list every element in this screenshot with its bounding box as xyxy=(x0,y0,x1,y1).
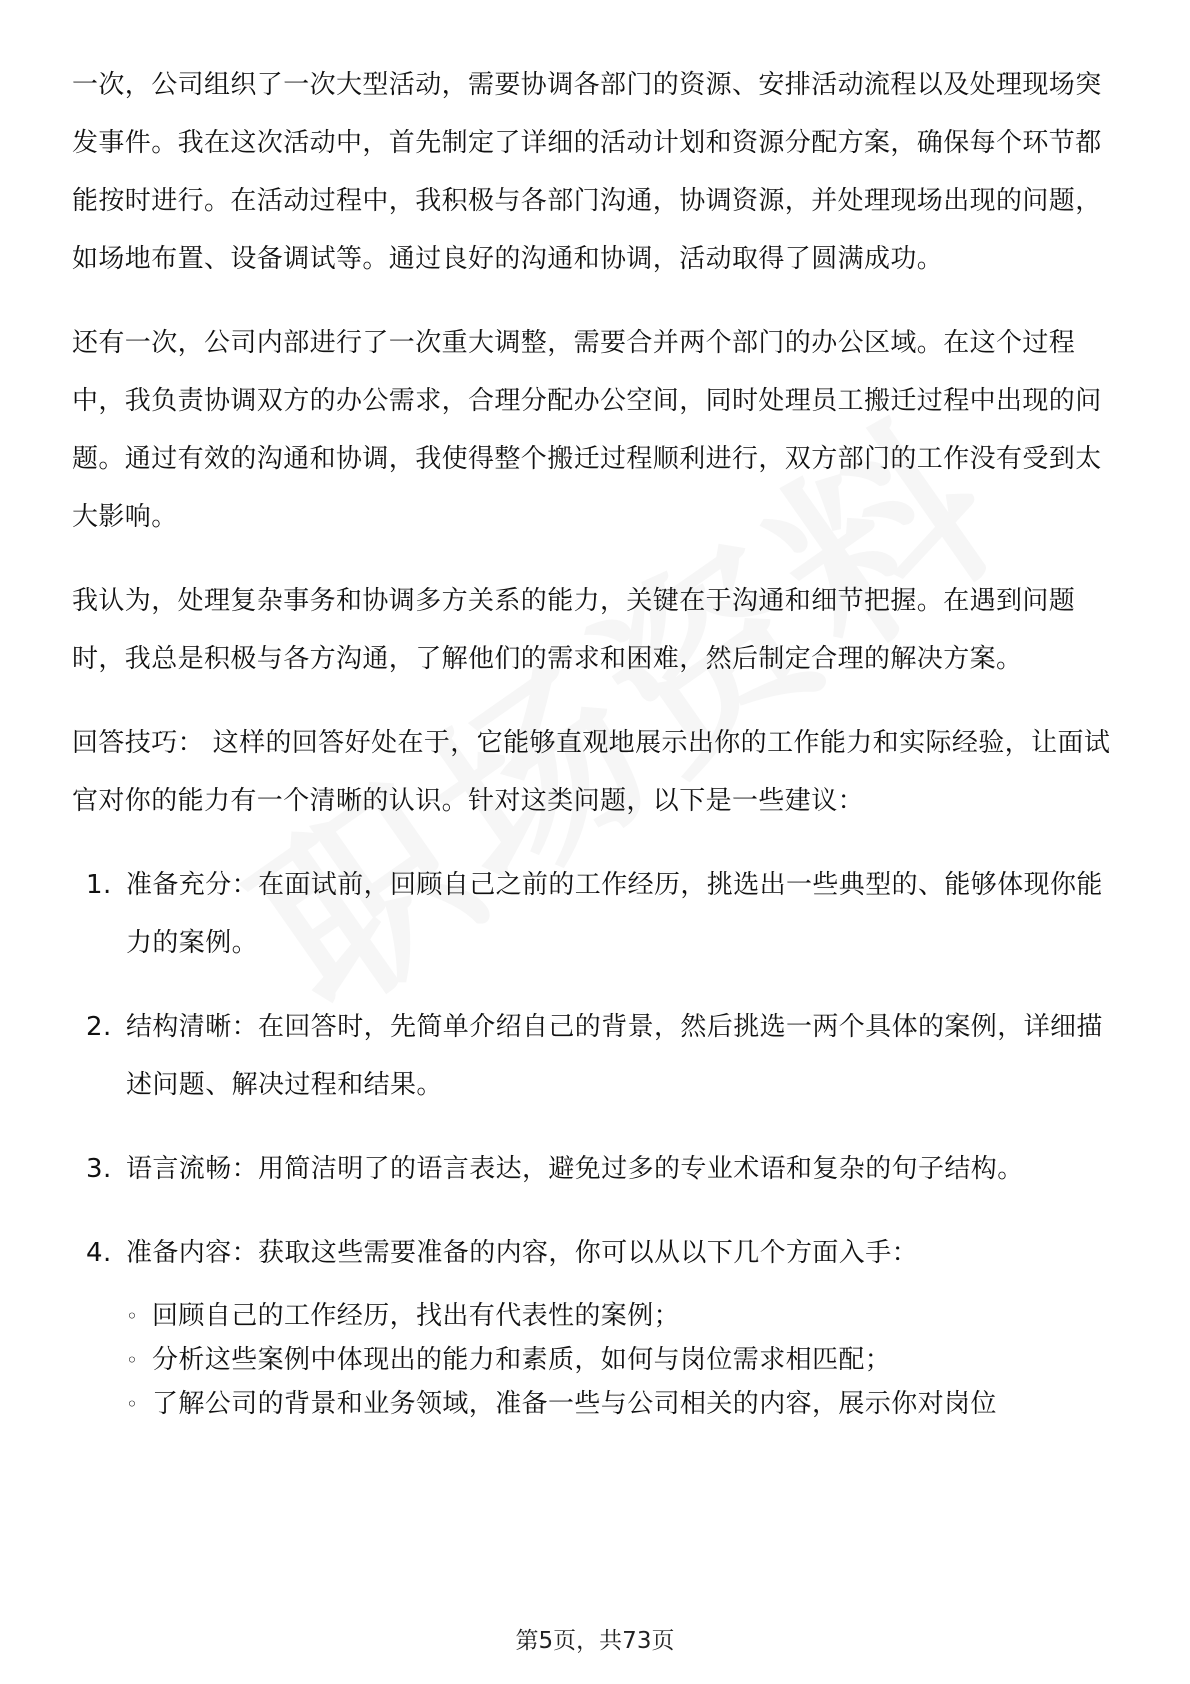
bullet-icon: ◦ xyxy=(126,1392,139,1416)
sub-list xyxy=(126,1294,1112,1426)
suggestion-list xyxy=(72,856,1112,1426)
sub-list-item-text: 回顾自己的工作经历，找出有代表性的案例； xyxy=(152,1301,681,1331)
sub-list-item xyxy=(126,1338,1112,1382)
sub-list-item xyxy=(126,1294,1112,1338)
sub-list-item-text: 了解公司的背景和业务领域，准备一些与公司相关的内容，展示你对岗位 xyxy=(152,1389,997,1419)
list-number: 4. xyxy=(86,1238,112,1268)
bullet-icon: ◦ xyxy=(126,1348,139,1372)
list-number: 1. xyxy=(86,870,112,900)
list-number: 3. xyxy=(86,1154,112,1184)
list-number: 2. xyxy=(86,1012,112,1042)
list-item xyxy=(72,1140,1112,1198)
list-item-text: 准备充分：在面试前，回顾自己之前的工作经历，挑选出一些典型的、能够体现你能力的案例。 xyxy=(126,870,1103,958)
bullet-icon: ◦ xyxy=(126,1304,139,1328)
list-item-text: 语言流畅：用简洁明了的语言表达，避免过多的专业术语和复杂的句子结构。 xyxy=(126,1154,1024,1184)
list-item xyxy=(72,998,1112,1114)
paragraph-3: 我认为，处理复杂事务和协调多方关系的能力，关键在于沟通和细节把握。在遇到问题时，我总是积极与各方沟通，了解他们的需求和困难，然后制定合理的解决方案。 xyxy=(72,586,1076,674)
paragraph-2: 还有一次，公司内部进行了一次重大调整，需要合并两个部门的办公区域。在这个过程中，我负责协调双方的办公需求，合理分配办公空间，同时处理员工搬迁过程中出现的问题。通过有效的沟通和协调，我使得整个搬迁过程顺利进行，双方部门的工作没有受到太大影响。 xyxy=(72,328,1102,532)
list-item-text: 结构清晰：在回答时，先简单介绍自己的背景，然后挑选一两个具体的案例，详细描述问题、解决过程和结果。 xyxy=(126,1012,1103,1100)
page-content xyxy=(72,56,1112,1426)
paragraph-1: 一次，公司组织了一次大型活动，需要协调各部门的资源、安排活动流程以及处理现场突发事件。我在这次活动中，首先制定了详细的活动计划和资源分配方案，确保每个环节都能按时进行。在活动过程中，我积极与各部门沟通，协调资源，并处理现场出现的问题，如场地布置、设备调试等。通过良好的沟通和协调，活动取得了圆满成功。 xyxy=(72,70,1102,274)
list-item xyxy=(72,856,1112,972)
sub-list-item xyxy=(126,1382,1112,1426)
sub-list-item-text: 分析这些案例中体现出的能力和素质，如何与岗位需求相匹配； xyxy=(152,1345,892,1375)
list-item-text: 准备内容：获取这些需要准备的内容，你可以从以下几个方面入手： xyxy=(126,1238,919,1268)
list-item xyxy=(72,1224,1112,1426)
answer-tips: 回答技巧： 这样的回答好处在于，它能够直观地展示出你的工作能力和实际经验，让面试官对你的能力有一个清晰的认识。针对这类问题，以下是一些建议： xyxy=(72,728,1111,816)
page-footer: 第5页，共73页 xyxy=(515,1628,675,1654)
